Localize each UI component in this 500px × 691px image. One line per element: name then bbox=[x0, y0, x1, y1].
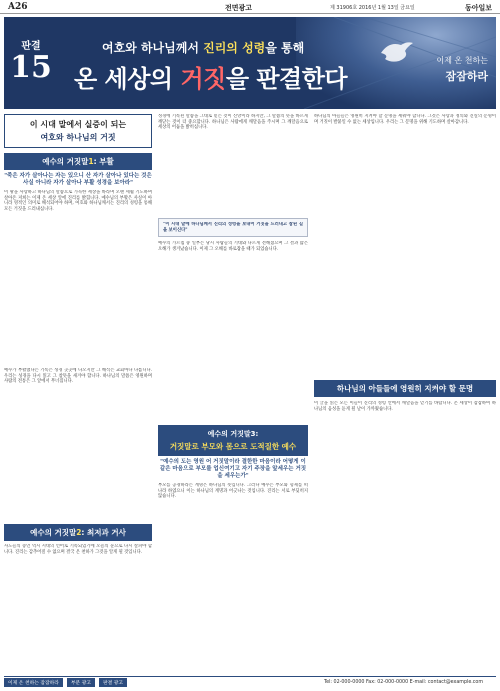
body-paragraph: 성경에 기록된 말씀을 그대로 믿는 것이 신앙이라 하지만, 그 말씀의 뜻을 바르게 깨닫는 것이 더 중요합니다. 하나님은 사람에게 깨달음을 주시며 그 깨달음으로 세상의 어둠을 밝히십니다. bbox=[158, 114, 308, 131]
title-part: 을 판결한다 bbox=[225, 65, 348, 93]
subtitle-highlight: 진리의 성령 bbox=[203, 41, 266, 55]
page-header bbox=[0, 0, 500, 14]
title-highlight: 거짓 bbox=[180, 65, 226, 93]
newspaper-name: 동아일보 bbox=[464, 4, 492, 12]
subtitle-part: 을 통해 bbox=[265, 41, 305, 55]
heading-line-1: 예수의 거짓말3: bbox=[207, 430, 259, 439]
column-right bbox=[314, 114, 496, 616]
verdict-number: 15 bbox=[10, 50, 52, 85]
footer-contact bbox=[324, 680, 483, 685]
section-subheading-1: "죽은 자가 살아나는 자는 있으니 산 자가 살아나 있다는 것은 사실 아니라 자가 살아나 부활 성경을 보아라" bbox=[4, 173, 152, 186]
verdict-number-block bbox=[8, 37, 54, 84]
heading-number: 2 bbox=[76, 528, 82, 537]
heading-text: 예수의 거짓말 bbox=[42, 157, 89, 166]
body-paragraph: 이 글을 읽는 모든 이들이 진리의 성령 안에서 깨달음을 얻기를 바랍니다. 온 세상이 잠잠하여 하나님의 음성을 듣게 될 날이 가까웠습니다. bbox=[314, 401, 496, 412]
dove-icon bbox=[379, 39, 415, 65]
heading-number: 1 bbox=[88, 157, 94, 166]
page-number: A26 bbox=[8, 2, 28, 12]
intro-line-2: 여호와 하나님의 거짓 bbox=[40, 133, 116, 142]
contact-email[interactable]: contact@example.com bbox=[427, 679, 484, 685]
side-line-2: 잠잠하라 bbox=[445, 70, 488, 83]
heading-line-2: 거짓말로 부모와 몸으로 도적질한 예수 bbox=[169, 442, 297, 452]
contact-tel: Tel: 02-000-0000 Fax: 02-000-0000 E-mail: bbox=[324, 679, 428, 685]
body-paragraph: 하나님의 아들들은 영원히 지켜야 할 문명을 세워야 합니다. 그것은 사랑과 정의와 진실의 문명이며 거짓이 발붙일 수 없는 세상입니다. 우리는 그 문명을 위해 기도하며 살아갑니다. bbox=[314, 114, 496, 125]
heading-text: : 최저과 거사 bbox=[81, 528, 126, 537]
subtitle-part: 께서 bbox=[175, 41, 204, 55]
footer-tag: 부분 광고 bbox=[67, 678, 95, 687]
heading-text: 예수의 거짓말 bbox=[30, 528, 77, 537]
footer-tag: 판결 광고 bbox=[99, 678, 127, 687]
body-paragraph: 이 땅을 사랑하고 하나님의 말씀으로 가득한 세상을 바라며 오랜 세월 기도하며 살아온 저희는 이제 온 세상 앞에 진리를 밝힙니다. 예수님의 부활은 사실이 아니라 영적인 의미로 해석되어야 하며, 여호와 하나님께서는 진리의 성령을 통해 모든 거짓을 드러내십니다. bbox=[4, 190, 152, 212]
verdict-label: 판결 bbox=[21, 41, 41, 52]
section-heading-3 bbox=[158, 425, 308, 456]
banner-title bbox=[74, 59, 347, 94]
subtitle-part: 여호와 하나님 bbox=[102, 41, 176, 55]
footer-bar bbox=[4, 676, 496, 687]
intro-box bbox=[4, 114, 152, 148]
column-left bbox=[4, 114, 152, 616]
issue-info: 제 31906호 2016년 1월 13일 금요일 bbox=[330, 5, 415, 11]
heading-text: : 부활 bbox=[93, 157, 114, 166]
body-paragraph: 예수의 가르침 중 일부는 당시 사람들의 기대와 다르게 전해졌으며 그 결과 많은 오해가 생겨났습니다. 이제 그 오해를 바로잡을 때가 되었습니다. bbox=[158, 241, 308, 252]
banner-subtitle bbox=[102, 39, 304, 56]
body-paragraph: 부모를 공경하라는 계명은 하나님의 뜻입니다. 그러나 예수는 부모와 형제를 떠나라 하였으니 이는 하나님의 계명과 어긋나는 것입니다. 진리는 서로 부딪히지 않습니다. bbox=[158, 483, 308, 500]
side-line-1: 이제 온 천하는 bbox=[436, 56, 488, 65]
title-part: 온 세상의 bbox=[74, 65, 181, 93]
ad-banner bbox=[4, 17, 496, 109]
footer-tag: 이제 온 천하는 잠잠하라 bbox=[4, 678, 63, 687]
intro-line-1: 이 시대 말에서 실증이 되는 bbox=[29, 120, 127, 129]
quote-text: "이 시대 말에 하나님께서 진리의 성령을 보내어 거짓을 드러내고 참된 길을 보이신다" bbox=[163, 222, 303, 233]
section-subheading-3: "예수의 도는 영원 어 거짓말이라 결한한 마음이라 어떻게 이 같은 마음으로 부모를 업신여기고 자기 주장을 앞세우는 거짓을 세우는가" bbox=[159, 459, 307, 480]
body-paragraph: 사도들의 증언 역시 시대의 언어로 기록되었기에 오늘의 눈으로 다시 살펴야 합니다. 진리는 감추어질 수 없으며 결국 온 천하가 그것을 알게 될 것입니다. bbox=[4, 544, 152, 555]
quote-box bbox=[158, 218, 308, 237]
section-label: 전면광고 bbox=[225, 4, 253, 12]
body-paragraph: 예수가 부활했다는 기록은 성경 곳곳에 나오지만 그 해석은 교회마다 다릅니다. 우리는 성경을 다시 읽고 그 참뜻을 새겨야 합니다. 하나님의 말씀은 영원하며 사람의 전통은 그 앞에서 무너집니다. bbox=[4, 368, 152, 385]
banner-side-text bbox=[422, 55, 488, 84]
section-heading-2 bbox=[4, 524, 152, 541]
section-heading-1 bbox=[4, 153, 152, 170]
column-middle bbox=[158, 114, 308, 633]
section-heading-4: 하나님의 아들들에 영원히 지켜야 할 문명 bbox=[314, 380, 496, 397]
